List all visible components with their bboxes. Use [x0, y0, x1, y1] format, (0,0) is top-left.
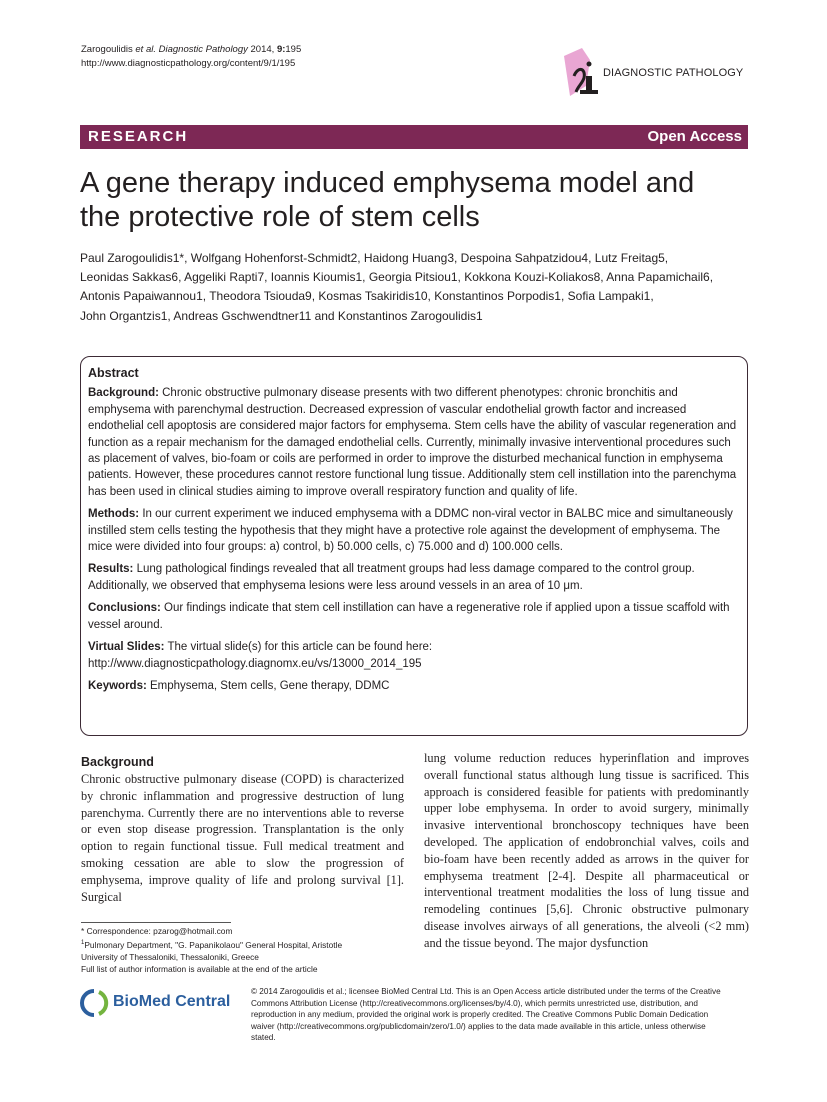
abstract-background: Background: Chronic obstructive pulmonary disease presents with two different phenotypes: chronic bronchitis and emphysema with parenchymal destruction. Decreased expression of vascular endothelial growth factor and increased endothelial cell apoptosis are considered major factors for emphysema. Stem cells have the ability of vascular regeneration and function as a repair mechanism for the damaged endothelial cells. Currently, minimally invasive interventional procedures such as placement of valves, bio-foam or coils are performed in order to improve the disturbed mechanical function in emphysema patients. However, these procedures cannot restore functional lung tissue. Additionally stem cell instillation into the parenchyma has been used in clinical studies aiming to improve overall respiratory function and quality of life.: [88, 387, 737, 498]
biomed-central-name: BioMed Central: [113, 993, 231, 1010]
abstract-results: Results: Lung pathological findings revealed that all treatment groups had less damage compared to the control group. Additionally, we observed that emphysema lesions were less around vessels in an area of 10 μm.: [88, 563, 695, 592]
abstract-heading: Abstract: [88, 366, 139, 380]
background-heading: Background: [81, 755, 154, 769]
abstract-conclusions: Conclusions: Our findings indicate that stem cell instillation can have a regenerative role if applied upon a tissue scaffold with vessel around.: [88, 602, 730, 631]
abstract-box: [80, 356, 748, 736]
abstract-keywords: Keywords: Emphysema, Stem cells, Gene therapy, DDMC: [88, 679, 390, 692]
license-text: © 2014 Zarogoulidis et al.; licensee BioMed Central Ltd. This is an Open Access article distributed under the terms of the Creative Commons Attribution License (http://creativecommons.org/licenses/by/4.0), which permits unrestricted use, distribution, and reproduction in any medium, provided the original work is properly credited. The Creative Commons Public Domain Dedication waiver (http://creativecommons.org/publicdomain/zero/1.0/) applies to the data made available in this article, unless otherwise stated.: [251, 987, 721, 1043]
full-author-info-note: Full list of author information is available at the end of the article: [81, 963, 318, 974]
body-left-column: Chronic obstructive pulmonary disease (COPD) is characterized by chronic inflammation and progressive destruction of lung parenchyma. Currently there are no interventions able to reverse or even stop disease progression. Transplantation is the only option to regain functional tissue. Full medical treatment and smoking cessation are able to slow the progression of emphysema, improve quality of life and prolong survival [1]. Surgical: [81, 772, 404, 904]
article-type-label: RESEARCH: [88, 128, 189, 145]
citation-header: Zarogoulidis et al. Diagnostic Pathology 2014, 9:195 http://www.diagnosticpathology.org/content/9/1/195: [81, 44, 302, 69]
abstract-methods: Methods: In our current experiment we induced emphysema with a DDMC non-viral vector in BALBC mice and simultaneously instilled stem cells testing the hypothesis that they might have a protective role against the development of emphysema. The mice were divided into four groups: a) control, b) 50.000 cells, c) 75.000 and d) 100.000 cells.: [88, 508, 733, 554]
author-list: Paul Zarogoulidis1*, Wolfgang Hohenforst-Schmidt2, Haidong Huang3, Despoina Sahpatzidou4, Lutz Freitag5, Leonidas Sakkas6, Aggeliki Rapti7, Ioannis Kioumis1, Georgia Pitsiou1, Kokkona Kouzi-Koliakos8, Anna Papamichail6, Antonis Papaiwannou1, Theodora Tsiouda9, Kosmas Tsakiridis10, Konstantinos Porpodis1, Sofia Lampaki1, John Organtzis1, Andreas Gschwendtner11 and Konstantinos Zarogoulidis1: [80, 251, 714, 323]
open-access-label: Open Access: [647, 128, 742, 145]
correspondence-note: * Correspondence: pzarog@hotmail.com: [81, 926, 233, 936]
article-url[interactable]: http://www.diagnosticpathology.org/content/9/1/195: [81, 58, 296, 69]
article-title: A gene therapy induced emphysema model and the protective role of stem cells: [80, 167, 695, 233]
affiliation-note: $^1$Pulmonary Department, "G. Papanikolaou" General Hospital, Aristotle: [81, 939, 343, 950]
journal-name: DIAGNOSTIC PATHOLOGY: [603, 67, 744, 79]
footnotes: * Correspondence: pzarog@hotmail.com $^1$Pulmonary Department, "G. Papanikolaou" General Hospital, Aristotle University of Thessaloniki, Thessaloniki, Greece Full list of author information is available at the end of the article: [81, 925, 411, 975]
article-type-banner: [80, 125, 748, 149]
body-right-column: lung volume reduction reduces hyperinflation and improves overall functional status although lung tissue is sacrificed. This approach is considered feasible for patients with predominantly upper lobe emphysema. In order to avoid surgery, minimally invasive interventional bronchoscopy techniques have been developed. The application of endobronchial valves, coils and bio-foam have been recently added as arrows in the quiver for emphysema treatment [2-4]. Despite all pharmaceutical or interventional treatment modalities the loss of lung tissue and remodeling continues [5,6]. Chronic obstructive pulmonary disease involves airways of all generations, the alveoli (<2 mm) and the tissue beyond. The major dysfunction: [424, 751, 749, 950]
journal-logo-icon: [560, 46, 600, 100]
abstract-virtual-slides: Virtual Slides: The virtual slide(s) for this article can be found here: http://www.diagnosticpathology.diagnomx.eu/vs/13000_2014_195: [88, 641, 433, 670]
footnote-divider: [81, 922, 231, 923]
